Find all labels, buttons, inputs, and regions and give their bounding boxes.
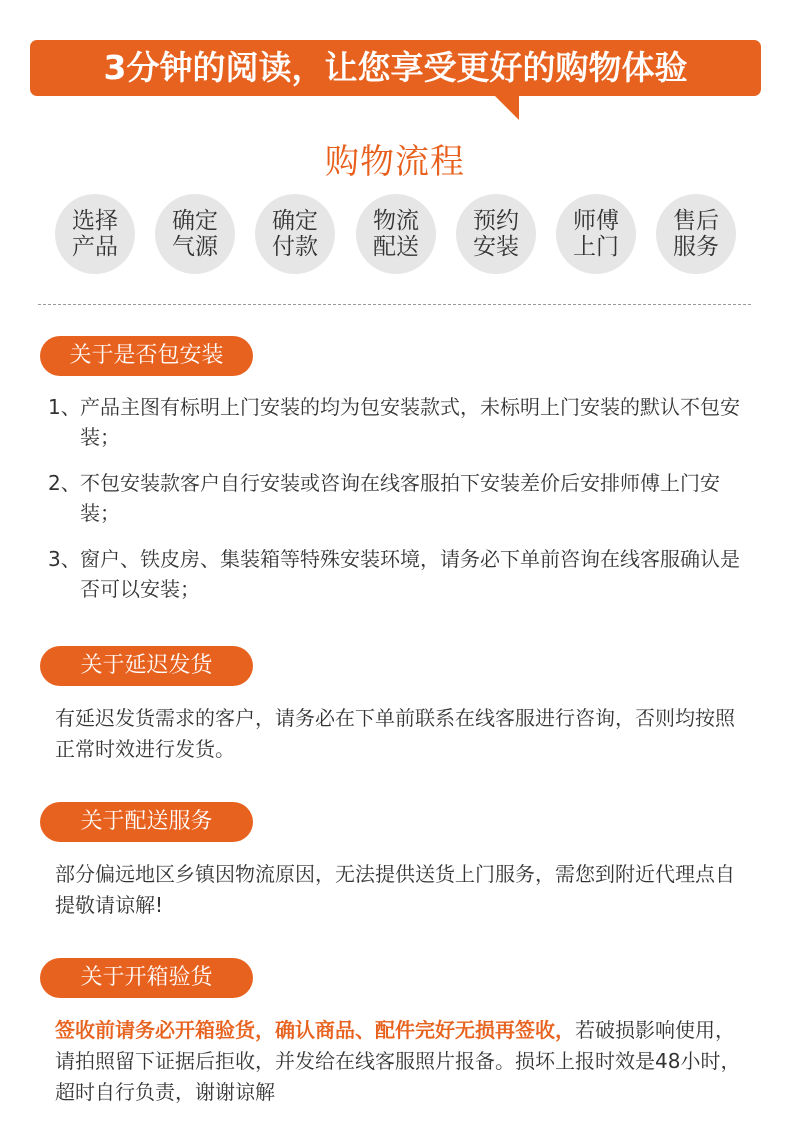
flow-title: 购物流程	[325, 142, 465, 182]
flow-step-confirm-gas	[155, 194, 235, 274]
step-label-line1: 物流	[373, 208, 419, 234]
list-item-number: 3、	[48, 547, 81, 571]
list-item-number: 1、	[48, 395, 81, 419]
step-label-line1: 预约	[473, 208, 519, 234]
step-label-line2: 气源	[172, 234, 218, 260]
list-item	[48, 468, 748, 528]
section-title-delivery: 关于配送服务	[40, 802, 253, 842]
section-title-installation: 关于是否包安装	[40, 336, 253, 376]
flow-step-logistics	[356, 194, 436, 274]
step-label-line1: 师傅	[573, 208, 619, 234]
flow-step-book-install	[456, 194, 536, 274]
step-label-line2: 服务	[673, 234, 719, 260]
step-label-line2: 上门	[573, 234, 619, 260]
list-item	[48, 392, 748, 452]
step-label-line1: 确定	[172, 208, 218, 234]
step-label-line2: 产品	[72, 234, 118, 260]
section-title-inspection: 关于开箱验货	[40, 958, 253, 998]
delay-paragraph: 有延迟发货需求的客户，请务必在下单前联系在线客服进行咨询，否则均按照正常时效进行发货。	[55, 706, 735, 761]
flow-step-after-sales	[656, 194, 736, 274]
inspection-paragraph	[55, 1015, 745, 1108]
list-item-text: 窗户、铁皮房、集装箱等特殊安装环境，请务必下单前咨询在线客服确认是否可以安装；	[80, 547, 740, 601]
inspection-text: 若破损影响使用，请拍照留下证据后拒收，并发给在线客服照片报备。损坏上报时效是48小时，超时自行负责，谢谢谅解	[55, 1018, 741, 1104]
list-item-text: 不包安装款客户自行安装或咨询在线客服拍下安装差价后安排师傅上门安装；	[80, 471, 720, 525]
list-item	[48, 544, 748, 604]
section-title-delay: 关于延迟发货	[40, 646, 253, 686]
step-label-line2: 配送	[373, 234, 419, 260]
list-item-number: 2、	[48, 471, 81, 495]
inspection-highlight: 签收前请务必开箱验货，确认商品、配件完好无损再签收，	[55, 1018, 575, 1042]
flow-steps	[0, 0, 790, 300]
dashed-divider	[38, 304, 751, 305]
step-label-line1: 售后	[673, 208, 719, 234]
step-label-line2: 付款	[272, 234, 318, 260]
banner-title: 3分钟的阅读，让您享受更好的购物体验	[103, 48, 688, 87]
step-label-line2: 安装	[473, 234, 519, 260]
installation-list	[48, 392, 748, 620]
flow-step-confirm-payment	[255, 194, 335, 274]
step-label-line1: 确定	[272, 208, 318, 234]
flow-step-technician-visit	[556, 194, 636, 274]
list-item-text: 产品主图有标明上门安装的均为包安装款式，未标明上门安装的默认不包安装；	[80, 395, 740, 449]
flow-step-select-product	[55, 194, 135, 274]
delivery-paragraph: 部分偏远地区乡镇因物流原因，无法提供送货上门服务，需您到附近代理点自提敬请谅解!	[55, 862, 735, 917]
step-label-line1: 选择	[72, 208, 118, 234]
